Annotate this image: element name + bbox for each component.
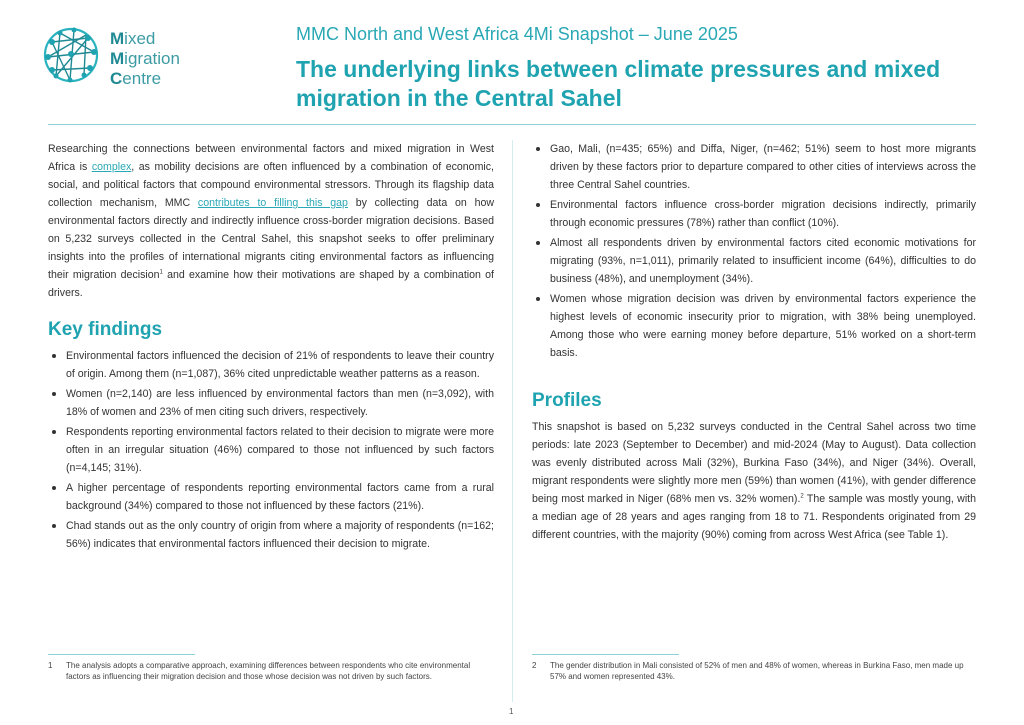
right-column xyxy=(532,140,976,544)
key-findings-list-right xyxy=(532,140,976,362)
finding-item: A higher percentage of respondents reporting environmental factors came from a rural background (34%) compared to those not influenced by these factors (21%). xyxy=(48,479,494,515)
globe-network-icon xyxy=(40,24,102,86)
mmc-logo xyxy=(40,24,215,94)
finding-item: Environmental factors influence cross-border migration decisions indirectly, primarily through economic pressures (78%) rather than conflict (10%). xyxy=(532,196,976,232)
footnote-divider-right xyxy=(532,654,679,655)
finding-item: Women (n=2,140) are less influenced by environmental factors than men (n=3,092), with 18% of women and 23% of men citing such drivers, respectively. xyxy=(48,385,494,421)
key-findings-list-left xyxy=(48,347,494,553)
profiles-paragraph: This snapshot is based on 5,232 surveys conducted in the Central Sahel across two time periods: late 2023 (September to December) and mid-2024 (May to August). Data collection was evenly distributed across Mali (32%), Burkina Faso (34%), and Niger (34%). Overall, migrant respondents were slightly more men (59%) than women (41%), with gender difference being most marked in Niger (68% men vs. 32% women).$^2$ The sample was mostly young, with a median age of 28 years and ages ranging from 18 to 71. Respondents originated from 29 different countries, with the majority (90%) coming from across West Africa (see Table 1). xyxy=(532,421,977,541)
footnote-divider-left xyxy=(48,654,195,655)
footnote-number: 1 xyxy=(48,661,53,670)
finding-item: Respondents reporting environmental factors related to their decision to migrate were more often in an irregular situation (46%) compared to those not influenced by such factors (n=4,145; 31%). xyxy=(48,423,494,477)
key-findings-heading: Key findings xyxy=(48,319,163,340)
finding-item: Women whose migration decision was driven by environmental factors experience the highest levels of economic insecurity prior to migration, with 38% being unemployed. Among those who were earning money before departure, 51% worked on a short-term basis. xyxy=(532,290,976,362)
report-kicker: MMC North and West Africa 4Mi Snapshot – June 2025 xyxy=(296,24,738,44)
logo-line-1: Mixed xyxy=(110,29,156,48)
footnote-ref-1[interactable]: 1 xyxy=(159,269,163,276)
footnote-ref-2[interactable]: 2 xyxy=(800,493,804,500)
footnote-number: 2 xyxy=(532,661,537,670)
page-number: 1 xyxy=(509,707,514,716)
left-column xyxy=(48,140,494,555)
profiles-heading: Profiles xyxy=(532,390,602,411)
finding-item: Almost all respondents driven by environmental factors cited economic motivations for migrating (93%, n=1,011), primarily related to insufficient income (64%), difficulties to do business (48%), and unemployment (34%). xyxy=(532,234,976,288)
footnote-text: The gender distribution in Mali consisted of 52% of men and 48% of women, whereas in Burkina Faso, men made up 57% and women represented 43%. xyxy=(550,661,964,681)
column-divider xyxy=(512,140,513,702)
logo-line-3: Centre xyxy=(110,69,162,88)
intro-paragraph: Researching the connections between environmental factors and mixed migration in West Africa is complex, as mobility decisions are often influenced by a combination of economic, social, and political factors that compound environmental stressors. Through its flagship data collection mechanism, MMC contributes to filling this gap by collecting data on how environmental factors directly and indirectly influence cross-border migration decisions. Based on 5,232 surveys collected in the Central Sahel, this snapshot seeks to offer preliminary insights into the profiles of international migrants citing environmental factors as influencing their migration decision$^1$ and examine how their motivations are shaped by a combination of drivers. xyxy=(48,143,495,299)
logo-wordmark xyxy=(110,29,180,89)
page-title: The underlying links between climate pressures and mixed migration in the Central Sahel xyxy=(296,56,941,111)
finding-item: Gao, Mali, (n=435; 65%) and Diffa, Niger, (n=462; 51%) seem to host more migrants driven by these factors prior to departure compared to other cities of interviews across the three Central Sahel countries. xyxy=(532,140,976,194)
finding-item: Chad stands out as the only country of origin from where a majority of respondents (n=162; 56%) indicates that environmental factors influenced their decision to migrate. xyxy=(48,517,494,553)
logo-line-2: Migration xyxy=(110,49,180,68)
filling-gap-link[interactable]: contributes to filling this gap xyxy=(197,197,348,209)
complex-link[interactable]: complex xyxy=(91,161,132,173)
footnote-text: The analysis adopts a comparative approach, examining differences between respondents who cite environmental factors as influencing their migration decision and those whose decision was not driven by such factors. xyxy=(66,661,471,681)
header-divider xyxy=(48,124,976,125)
finding-item: Environmental factors influenced the decision of 21% of respondents to leave their country of origin. Among them (n=1,087), 36% cited unpredictable weather patterns as a reason. xyxy=(48,347,494,383)
footnote-1 xyxy=(48,660,494,682)
footnote-2 xyxy=(532,660,976,682)
